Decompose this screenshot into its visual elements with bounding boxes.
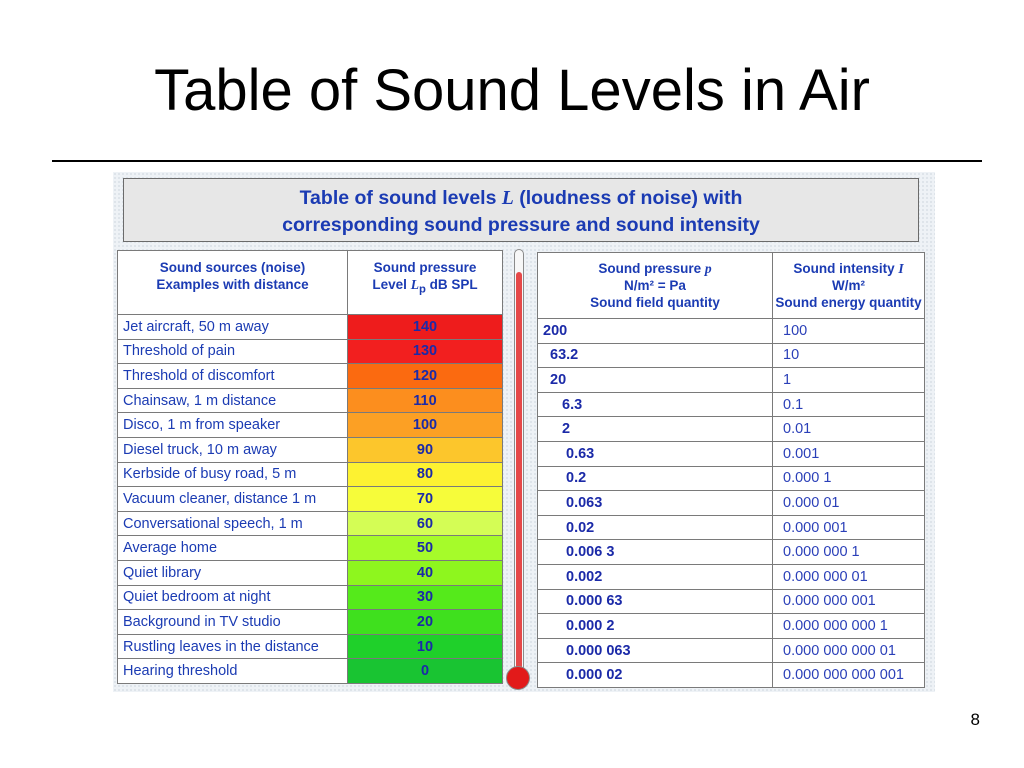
sound-level-cell: 80: [348, 462, 503, 487]
sound-source-cell: Jet aircraft, 50 m away: [118, 315, 348, 340]
table-row: [538, 515, 925, 540]
sound-intensity-cell: 0.000 000 000 1: [773, 614, 925, 639]
sound-source-cell: Quiet library: [118, 560, 348, 585]
level-column-header: Sound pressure Level $L_p$ dB SPL: [348, 251, 503, 315]
table-row: [118, 462, 503, 487]
table-row: [538, 441, 925, 466]
sound-pressure-cell: 0.006 3: [538, 540, 773, 565]
table-header-row: [118, 251, 503, 315]
sound-level-cell: 40: [348, 560, 503, 585]
sound-pressure-cell: 6.3: [538, 392, 773, 417]
sound-source-cell: Disco, 1 m from speaker: [118, 413, 348, 438]
sound-intensity-cell: 0.1: [773, 392, 925, 417]
table-row: [538, 392, 925, 417]
slide-title: Table of Sound Levels in Air: [154, 58, 870, 123]
sound-pressure-cell: 20: [538, 368, 773, 393]
sound-intensity-cell: 0.01: [773, 417, 925, 442]
table-row: [118, 585, 503, 610]
pressure-intensity-table: [537, 252, 925, 688]
table-header-row: [538, 253, 925, 319]
sound-intensity-cell: 0.000 000 000 001: [773, 663, 925, 688]
sound-pressure-cell: 0.000 02: [538, 663, 773, 688]
sound-intensity-cell: 0.000 000 001: [773, 589, 925, 614]
table-row: [118, 437, 503, 462]
pressure-column-header: Sound pressure p N/m² = Pa Sound field quantity: [538, 253, 773, 319]
table-row: [118, 315, 503, 340]
title-divider: [52, 160, 982, 162]
table-row: [118, 536, 503, 561]
sound-source-cell: Conversational speech, 1 m: [118, 511, 348, 536]
table-row: [118, 560, 503, 585]
sound-pressure-cell: 0.000 63: [538, 589, 773, 614]
intensity-column-header: Sound intensity I W/m² Sound energy quantity: [773, 253, 925, 319]
sound-intensity-cell: 0.000 1: [773, 466, 925, 491]
sound-pressure-cell: 0.002: [538, 564, 773, 589]
sound-intensity-cell: 0.000 000 01: [773, 564, 925, 589]
sound-level-cell: 110: [348, 388, 503, 413]
sound-level-cell: 10: [348, 634, 503, 659]
sound-intensity-cell: 100: [773, 319, 925, 344]
sound-source-cell: Chainsaw, 1 m distance: [118, 388, 348, 413]
thermometer-level: [516, 272, 522, 672]
sound-level-cell: 90: [348, 437, 503, 462]
sound-intensity-cell: 0.000 001: [773, 515, 925, 540]
sound-intensity-cell: 0.000 01: [773, 491, 925, 516]
sound-pressure-cell: 0.000 063: [538, 638, 773, 663]
sound-source-cell: Diesel truck, 10 m away: [118, 437, 348, 462]
table-row: [538, 638, 925, 663]
table-row: [538, 589, 925, 614]
sound-intensity-cell: 0.000 000 1: [773, 540, 925, 565]
sound-source-cell: Threshold of pain: [118, 339, 348, 364]
table-row: [118, 339, 503, 364]
sound-source-cell: Vacuum cleaner, distance 1 m: [118, 487, 348, 512]
sound-pressure-cell: 0.000 2: [538, 614, 773, 639]
table-row: [118, 511, 503, 536]
sound-level-cell: 130: [348, 339, 503, 364]
sound-source-cell: Threshold of discomfort: [118, 364, 348, 389]
sound-pressure-cell: 63.2: [538, 343, 773, 368]
sound-level-cell: 100: [348, 413, 503, 438]
table-row: [538, 614, 925, 639]
sound-source-cell: Hearing threshold: [118, 659, 348, 684]
table-row: [118, 364, 503, 389]
thermometer-bulb: [506, 666, 530, 690]
figure-heading-line1: Table of sound levels L (loudness of noise) with: [299, 187, 743, 209]
table-row: [538, 540, 925, 565]
sound-level-cell: 50: [348, 536, 503, 561]
table-row: [538, 368, 925, 393]
table-row: [538, 491, 925, 516]
sound-source-cell: Background in TV studio: [118, 610, 348, 635]
sound-pressure-cell: 0.63: [538, 441, 773, 466]
sound-intensity-cell: 0.001: [773, 441, 925, 466]
table-row: [118, 610, 503, 635]
table-row: [538, 319, 925, 344]
sound-level-cell: 140: [348, 315, 503, 340]
sound-level-cell: 30: [348, 585, 503, 610]
sound-intensity-cell: 1: [773, 368, 925, 393]
figure-heading-line2: corresponding sound pressure and sound intensity: [282, 214, 760, 236]
sound-level-cell: 20: [348, 610, 503, 635]
sound-source-cell: Rustling leaves in the distance: [118, 634, 348, 659]
table-row: [538, 343, 925, 368]
table-row: [118, 388, 503, 413]
page-number: 8: [970, 710, 980, 729]
sound-pressure-cell: 2: [538, 417, 773, 442]
table-row: [538, 663, 925, 688]
table-row: [538, 417, 925, 442]
figure-heading: [123, 178, 919, 242]
sound-intensity-cell: 0.000 000 000 01: [773, 638, 925, 663]
sound-level-cell: 70: [348, 487, 503, 512]
table-row: [118, 413, 503, 438]
table-row: [118, 487, 503, 512]
sound-pressure-cell: 200: [538, 319, 773, 344]
sound-pressure-cell: 0.02: [538, 515, 773, 540]
table-row: [538, 564, 925, 589]
sound-source-cell: Quiet bedroom at night: [118, 585, 348, 610]
sound-level-cell: 120: [348, 364, 503, 389]
sound-source-cell: Average home: [118, 536, 348, 561]
sound-source-cell: Kerbside of busy road, 5 m: [118, 462, 348, 487]
table-row: [118, 634, 503, 659]
sound-intensity-cell: 10: [773, 343, 925, 368]
sound-level-cell: 0: [348, 659, 503, 684]
sound-sources-table: [117, 250, 503, 684]
sound-pressure-cell: 0.063: [538, 491, 773, 516]
sound-pressure-cell: 0.2: [538, 466, 773, 491]
sources-column-header: Sound sources (noise) Examples with distance: [118, 251, 348, 315]
table-row: [538, 466, 925, 491]
table-row: [118, 659, 503, 684]
sound-level-cell: 60: [348, 511, 503, 536]
